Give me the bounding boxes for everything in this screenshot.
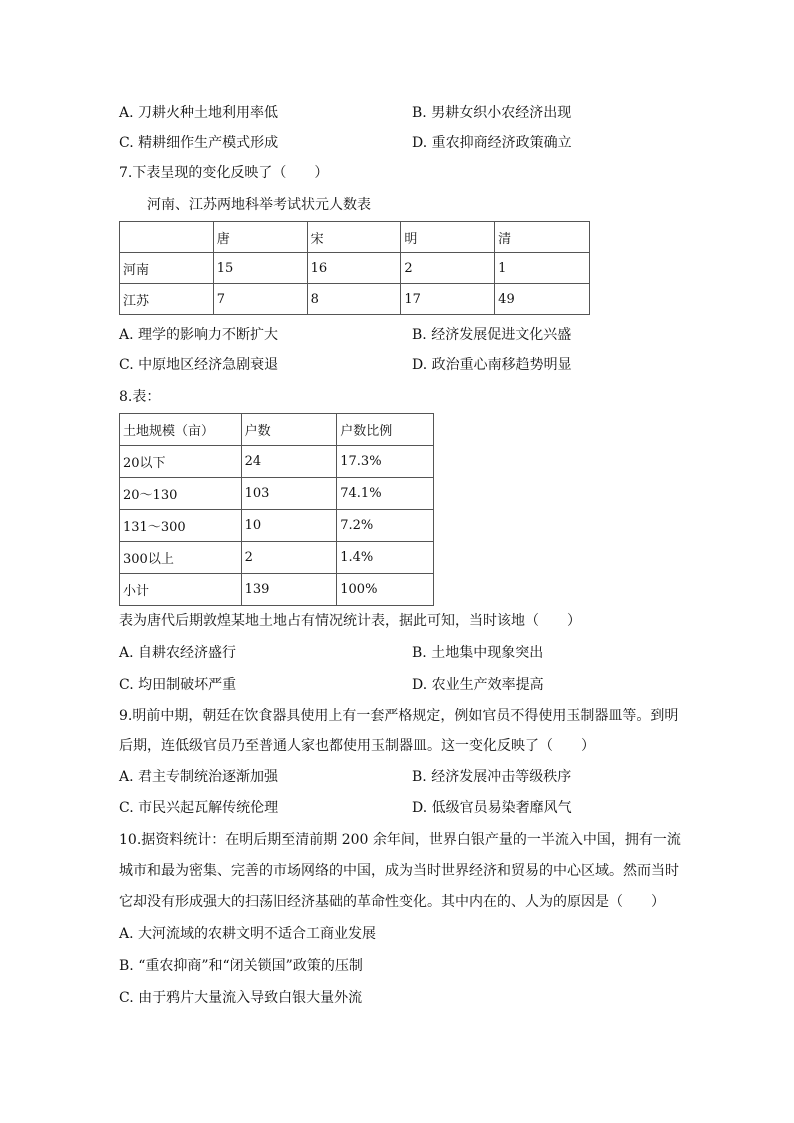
table-row xyxy=(120,253,590,284)
q6-option-c: C. 精耕细作生产模式形成 xyxy=(119,135,279,151)
table-header-row xyxy=(120,222,590,253)
table-cell: 10 xyxy=(241,510,337,542)
table-cell: 100% xyxy=(337,574,434,606)
table-header-row xyxy=(120,414,434,446)
table-cell: 7 xyxy=(213,284,307,315)
table-cell: 20以下 xyxy=(120,446,242,478)
q10-option-a: A. 大河流域的农耕文明不适合工商业发展 xyxy=(119,926,377,942)
q7-table xyxy=(119,221,590,315)
q8-option-d: D. 农业生产效率提高 xyxy=(412,677,544,693)
q8-option-c: C. 均田制破坏严重 xyxy=(119,677,237,693)
table-row xyxy=(120,542,434,574)
table-row xyxy=(120,574,434,606)
table-cell: 17.3% xyxy=(337,446,434,478)
q6-option-a: A. 刀耕火种土地利用率低 xyxy=(119,105,279,121)
table-cell: 河南 xyxy=(120,253,214,284)
q9-option-b: B. 经济发展冲击等级秩序 xyxy=(412,769,572,785)
table-cell: 户数 xyxy=(241,414,337,446)
q8-stem: 8.表： xyxy=(119,389,161,405)
q9-option-a: A. 君主专制统治逐渐加强 xyxy=(119,769,279,785)
table-cell: 江苏 xyxy=(120,284,214,315)
q9-option-c: C. 市民兴起瓦解传统伦理 xyxy=(119,800,279,816)
table-cell: 15 xyxy=(213,253,307,284)
table-cell: 17 xyxy=(401,284,495,315)
table-cell: 7.2% xyxy=(337,510,434,542)
table-cell: 唐 xyxy=(213,222,307,253)
q10-stem-line-1: 10.据资料统计：在明后期至清前期 200 余年间，世界白银产量的一半流入中国，拥有一流 xyxy=(119,832,681,848)
q7-option-a: A. 理学的影响力不断扩大 xyxy=(119,327,279,343)
table-cell: 明 xyxy=(401,222,495,253)
q6-option-b: B. 男耕女织小农经济出现 xyxy=(412,105,572,121)
table-cell: 20～130 xyxy=(120,478,242,510)
table-cell: 24 xyxy=(241,446,337,478)
q7-option-b: B. 经济发展促进文化兴盛 xyxy=(412,327,572,343)
table-row xyxy=(120,446,434,478)
q7-option-d: D. 政治重心南移趋势明显 xyxy=(412,357,572,373)
table-row xyxy=(120,284,590,315)
table-cell: 16 xyxy=(307,253,401,284)
q8-option-b: B. 土地集中现象突出 xyxy=(412,645,544,661)
table-row xyxy=(120,478,434,510)
table-cell: 1 xyxy=(495,253,590,284)
table-cell: 2 xyxy=(241,542,337,574)
table-cell: 小计 xyxy=(120,574,242,606)
q7-option-c: C. 中原地区经济急剧衰退 xyxy=(119,357,279,373)
table-cell: 土地规模（亩） xyxy=(120,414,242,446)
q8-caption: 表为唐代后期敦煌某地土地占有情况统计表，据此可知，当时该地（ ） xyxy=(119,613,581,629)
table-cell: 户数比例 xyxy=(337,414,434,446)
table-cell: 49 xyxy=(495,284,590,315)
table-cell: 139 xyxy=(241,574,337,606)
q8-option-a: A. 自耕农经济盛行 xyxy=(119,645,237,661)
table-cell: 300以上 xyxy=(120,542,242,574)
q7-table-title: 河南、江苏两地科举考试状元人数表 xyxy=(147,197,371,213)
table-row xyxy=(120,510,434,542)
table-cell: 2 xyxy=(401,253,495,284)
q9-option-d: D. 低级官员易染奢靡风气 xyxy=(412,800,572,816)
q6-option-d: D. 重农抑商经济政策确立 xyxy=(412,135,572,151)
table-cell: 103 xyxy=(241,478,337,510)
q10-option-c: C. 由于鸦片大量流入导致白银大量外流 xyxy=(119,990,363,1006)
q9-stem-line-1: 9.明前中期，朝廷在饮食器具使用上有一套严格规定，例如官员不得使用玉制器皿等。到明 xyxy=(119,708,679,724)
q8-table xyxy=(119,413,434,606)
table-cell: 清 xyxy=(495,222,590,253)
q9-stem-line-2: 后期，连低级官员乃至普通人家也都使用玉制器皿。这一变化反映了（ ） xyxy=(119,738,595,754)
table-cell: 131～300 xyxy=(120,510,242,542)
table-cell: 1.4% xyxy=(337,542,434,574)
q10-stem-line-2: 城市和最为密集、完善的市场网络的中国，成为当时世界经济和贸易的中心区域。然而当时 xyxy=(119,863,679,879)
table-cell: 宋 xyxy=(307,222,401,253)
q10-stem-line-3: 它却没有形成强大的扫荡旧经济基础的革命性变化。其中内在的、人为的原因是（ ） xyxy=(119,894,665,910)
q7-stem: 7.下表呈现的变化反映了（ ） xyxy=(119,165,329,181)
table-cell: 8 xyxy=(307,284,401,315)
table-cell: 74.1% xyxy=(337,478,434,510)
table-cell xyxy=(120,222,214,253)
q10-option-b: B. “重农抑商”和“闭关锁国”政策的压制 xyxy=(119,958,363,974)
